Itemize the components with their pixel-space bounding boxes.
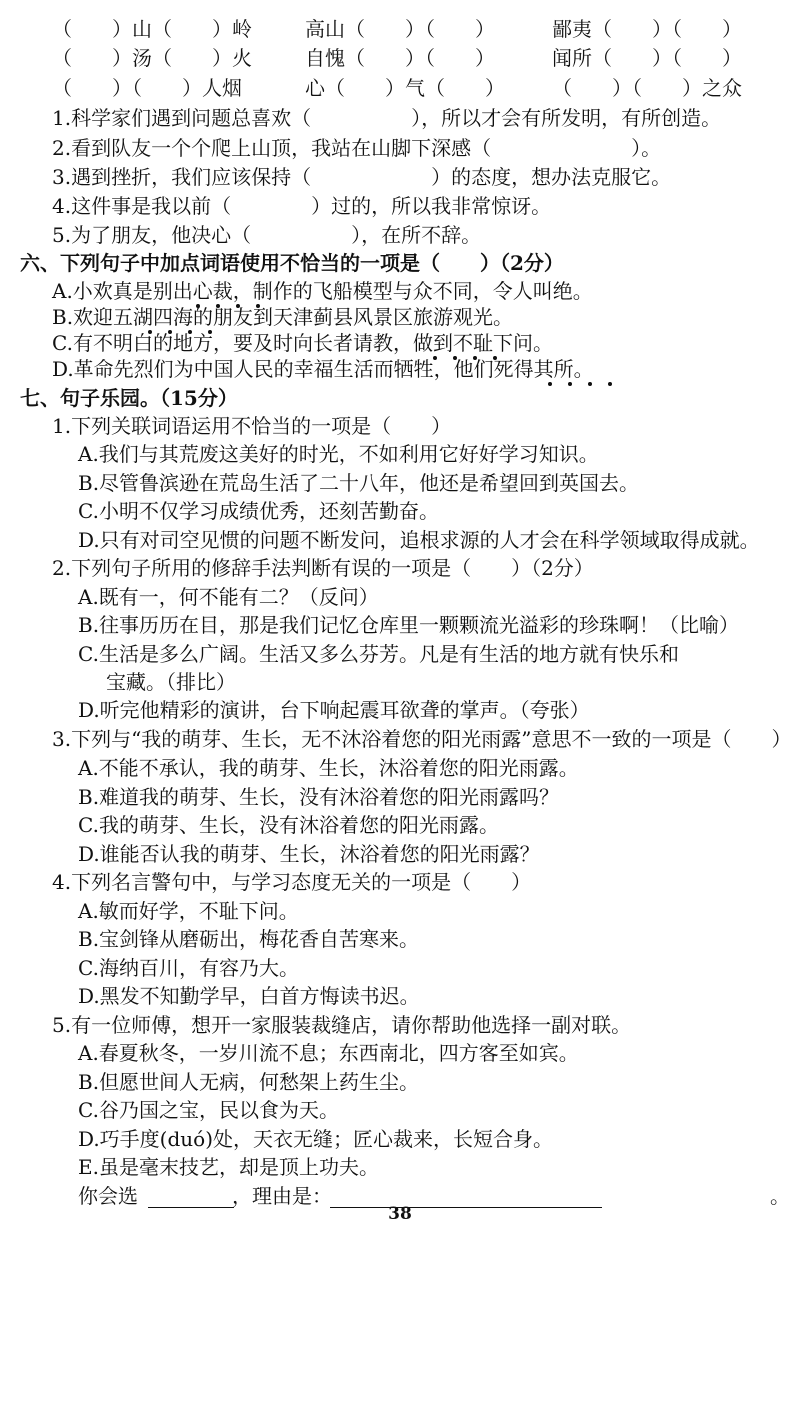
question-3-stem: 3.下列与“我的萌芽、生长，无不沐浴着您的阳光雨露”意思不一致的一项是（ ）: [52, 727, 792, 751]
q1-option-d[interactable]: D.只有对司空见惯的问题不断发问，追根求源的人才会在科学领域取得成就。: [78, 528, 760, 552]
q5-option-d[interactable]: D.巧手度(duó)处，天衣无缝；匠心裁来，长短合身。: [78, 1127, 554, 1151]
q2-option-c[interactable]: C.生活是多么广阔。生活又多么芬芳。凡是有生活的地方就有快乐和: [78, 642, 679, 666]
question-1-stem: 1.下列关联词语运用不恰当的一项是（ ）: [52, 414, 452, 438]
idiom-blank[interactable]: （ ）山（ ）岭: [52, 17, 252, 41]
fill-sentence[interactable]: 1.科学家们遇到问题总喜欢（ ），所以才会有所发明，有所创造。: [52, 106, 722, 130]
section-7-heading: 七、句子乐园。（15分）: [20, 386, 238, 410]
fill-sentence[interactable]: 2.看到队友一个个爬上山顶，我站在山脚下深感（ ）。: [52, 136, 662, 160]
question-4-stem: 4.下列名言警句中，与学习态度无关的一项是（ ）: [52, 870, 532, 894]
q3-option-c[interactable]: C.我的萌芽、生长，没有沐浴着您的阳光雨露。: [78, 813, 499, 837]
q1-option-a[interactable]: A.我们与其荒废这美好的时光，不如利用它好好学习知识。: [78, 442, 599, 466]
q5-option-b[interactable]: B.但愿世间人无病，何愁架上药生尘。: [78, 1070, 420, 1094]
option-b[interactable]: B.欢迎五湖四海的朋友到天津蓟县风景区旅游观光。: [52, 305, 514, 329]
q2-option-a[interactable]: A.既有一，何不能有二？（反问）: [78, 585, 379, 609]
fill-sentence[interactable]: 3.遇到挫折，我们应该保持（ ）的态度，想办法克服它。: [52, 165, 672, 189]
option-a[interactable]: A.小欢真是别出心裁，制作的飞船模型与众不同，令人叫绝。: [52, 279, 593, 303]
idiom-blank[interactable]: 鄙夷（ ）（ ）: [552, 17, 742, 41]
idiom-blank[interactable]: 闻所（ ）（ ）: [552, 46, 742, 70]
q4-option-c[interactable]: C.海纳百川，有容乃大。: [78, 956, 299, 980]
page-number: 38: [388, 1204, 412, 1224]
q3-option-a[interactable]: A.不能不承认，我的萌芽、生长，沐浴着您的阳光雨露。: [78, 756, 579, 780]
section-6-heading: 六、下列句子中加点词语使用不恰当的一项是（ ）（2分）: [20, 251, 564, 275]
fill-sentence[interactable]: 5.为了朋友，他决心（ ），在所不辞。: [52, 223, 482, 247]
q5-option-a[interactable]: A.春夏秋冬，一岁川流不息；东西南北，四方客至如宾。: [78, 1041, 579, 1065]
q4-option-d[interactable]: D.黑发不知勤学早，白首方悔读书迟。: [78, 984, 420, 1008]
q2-option-c-continued: 宝藏。（排比）: [106, 670, 236, 694]
q5-option-e[interactable]: E.虽是毫末技艺，却是顶上功夫。: [78, 1155, 379, 1179]
option-d[interactable]: D.革命先烈们为中国人民的幸福生活而牺牲，他们死得其所。: [52, 357, 594, 381]
idiom-blank[interactable]: 自愧（ ）（ ）: [305, 46, 495, 70]
idiom-row: [0, 41, 800, 75]
idiom-row: [0, 71, 800, 105]
answer-end: 。: [770, 1184, 790, 1208]
q2-option-d[interactable]: D.听完他精彩的演讲，台下响起震耳欲聋的掌声。（夸张）: [78, 698, 590, 722]
q3-option-b[interactable]: B.难道我的萌芽、生长，没有沐浴着您的阳光雨露吗？: [78, 785, 560, 809]
q5-option-c[interactable]: C.谷乃国之宝，民以食为天。: [78, 1098, 339, 1122]
q4-option-b[interactable]: B.宝剑锋从磨砺出，梅花香自苦寒来。: [78, 927, 420, 951]
idiom-blank[interactable]: （ ）（ ）之众: [552, 76, 742, 100]
question-2-stem: 2.下列句子所用的修辞手法判断有误的一项是（ ）（2分）: [52, 556, 594, 580]
idiom-blank[interactable]: （ ）汤（ ）火: [52, 46, 252, 70]
q1-option-c[interactable]: C.小明不仅学习成绩优秀，还刻苦勤奋。: [78, 499, 439, 523]
q3-option-d[interactable]: D.谁能否认我的萌芽、生长，沐浴着您的阳光雨露？: [78, 842, 540, 866]
q4-option-a[interactable]: A.敏而好学，不耻下问。: [78, 899, 299, 923]
option-c[interactable]: C.有不明白的地方，要及时向长者请教，做到不耻下问。: [52, 331, 553, 355]
fill-sentence[interactable]: 4.这件事是我以前（ ）过的，所以我非常惊讶。: [52, 194, 552, 218]
idiom-blank[interactable]: 高山（ ）（ ）: [305, 17, 495, 41]
idiom-blank[interactable]: 心（ ）气（ ）: [305, 76, 505, 100]
answer-prefix: 你会选: [78, 1184, 138, 1208]
idiom-blank[interactable]: （ ）（ ）人烟: [52, 76, 242, 100]
q1-option-b[interactable]: B.尽管鲁滨逊在荒岛生活了二十八年，他还是希望回到英国去。: [78, 471, 640, 495]
answer-middle: ，理由是：: [232, 1184, 332, 1208]
question-5-stem: 5.有一位师傅，想开一家服装裁缝店，请你帮助他选择一副对联。: [52, 1013, 632, 1037]
q2-option-b[interactable]: B.往事历历在目，那是我们记忆仓库里一颗颗流光溢彩的珍珠啊！（比喻）: [78, 613, 740, 637]
